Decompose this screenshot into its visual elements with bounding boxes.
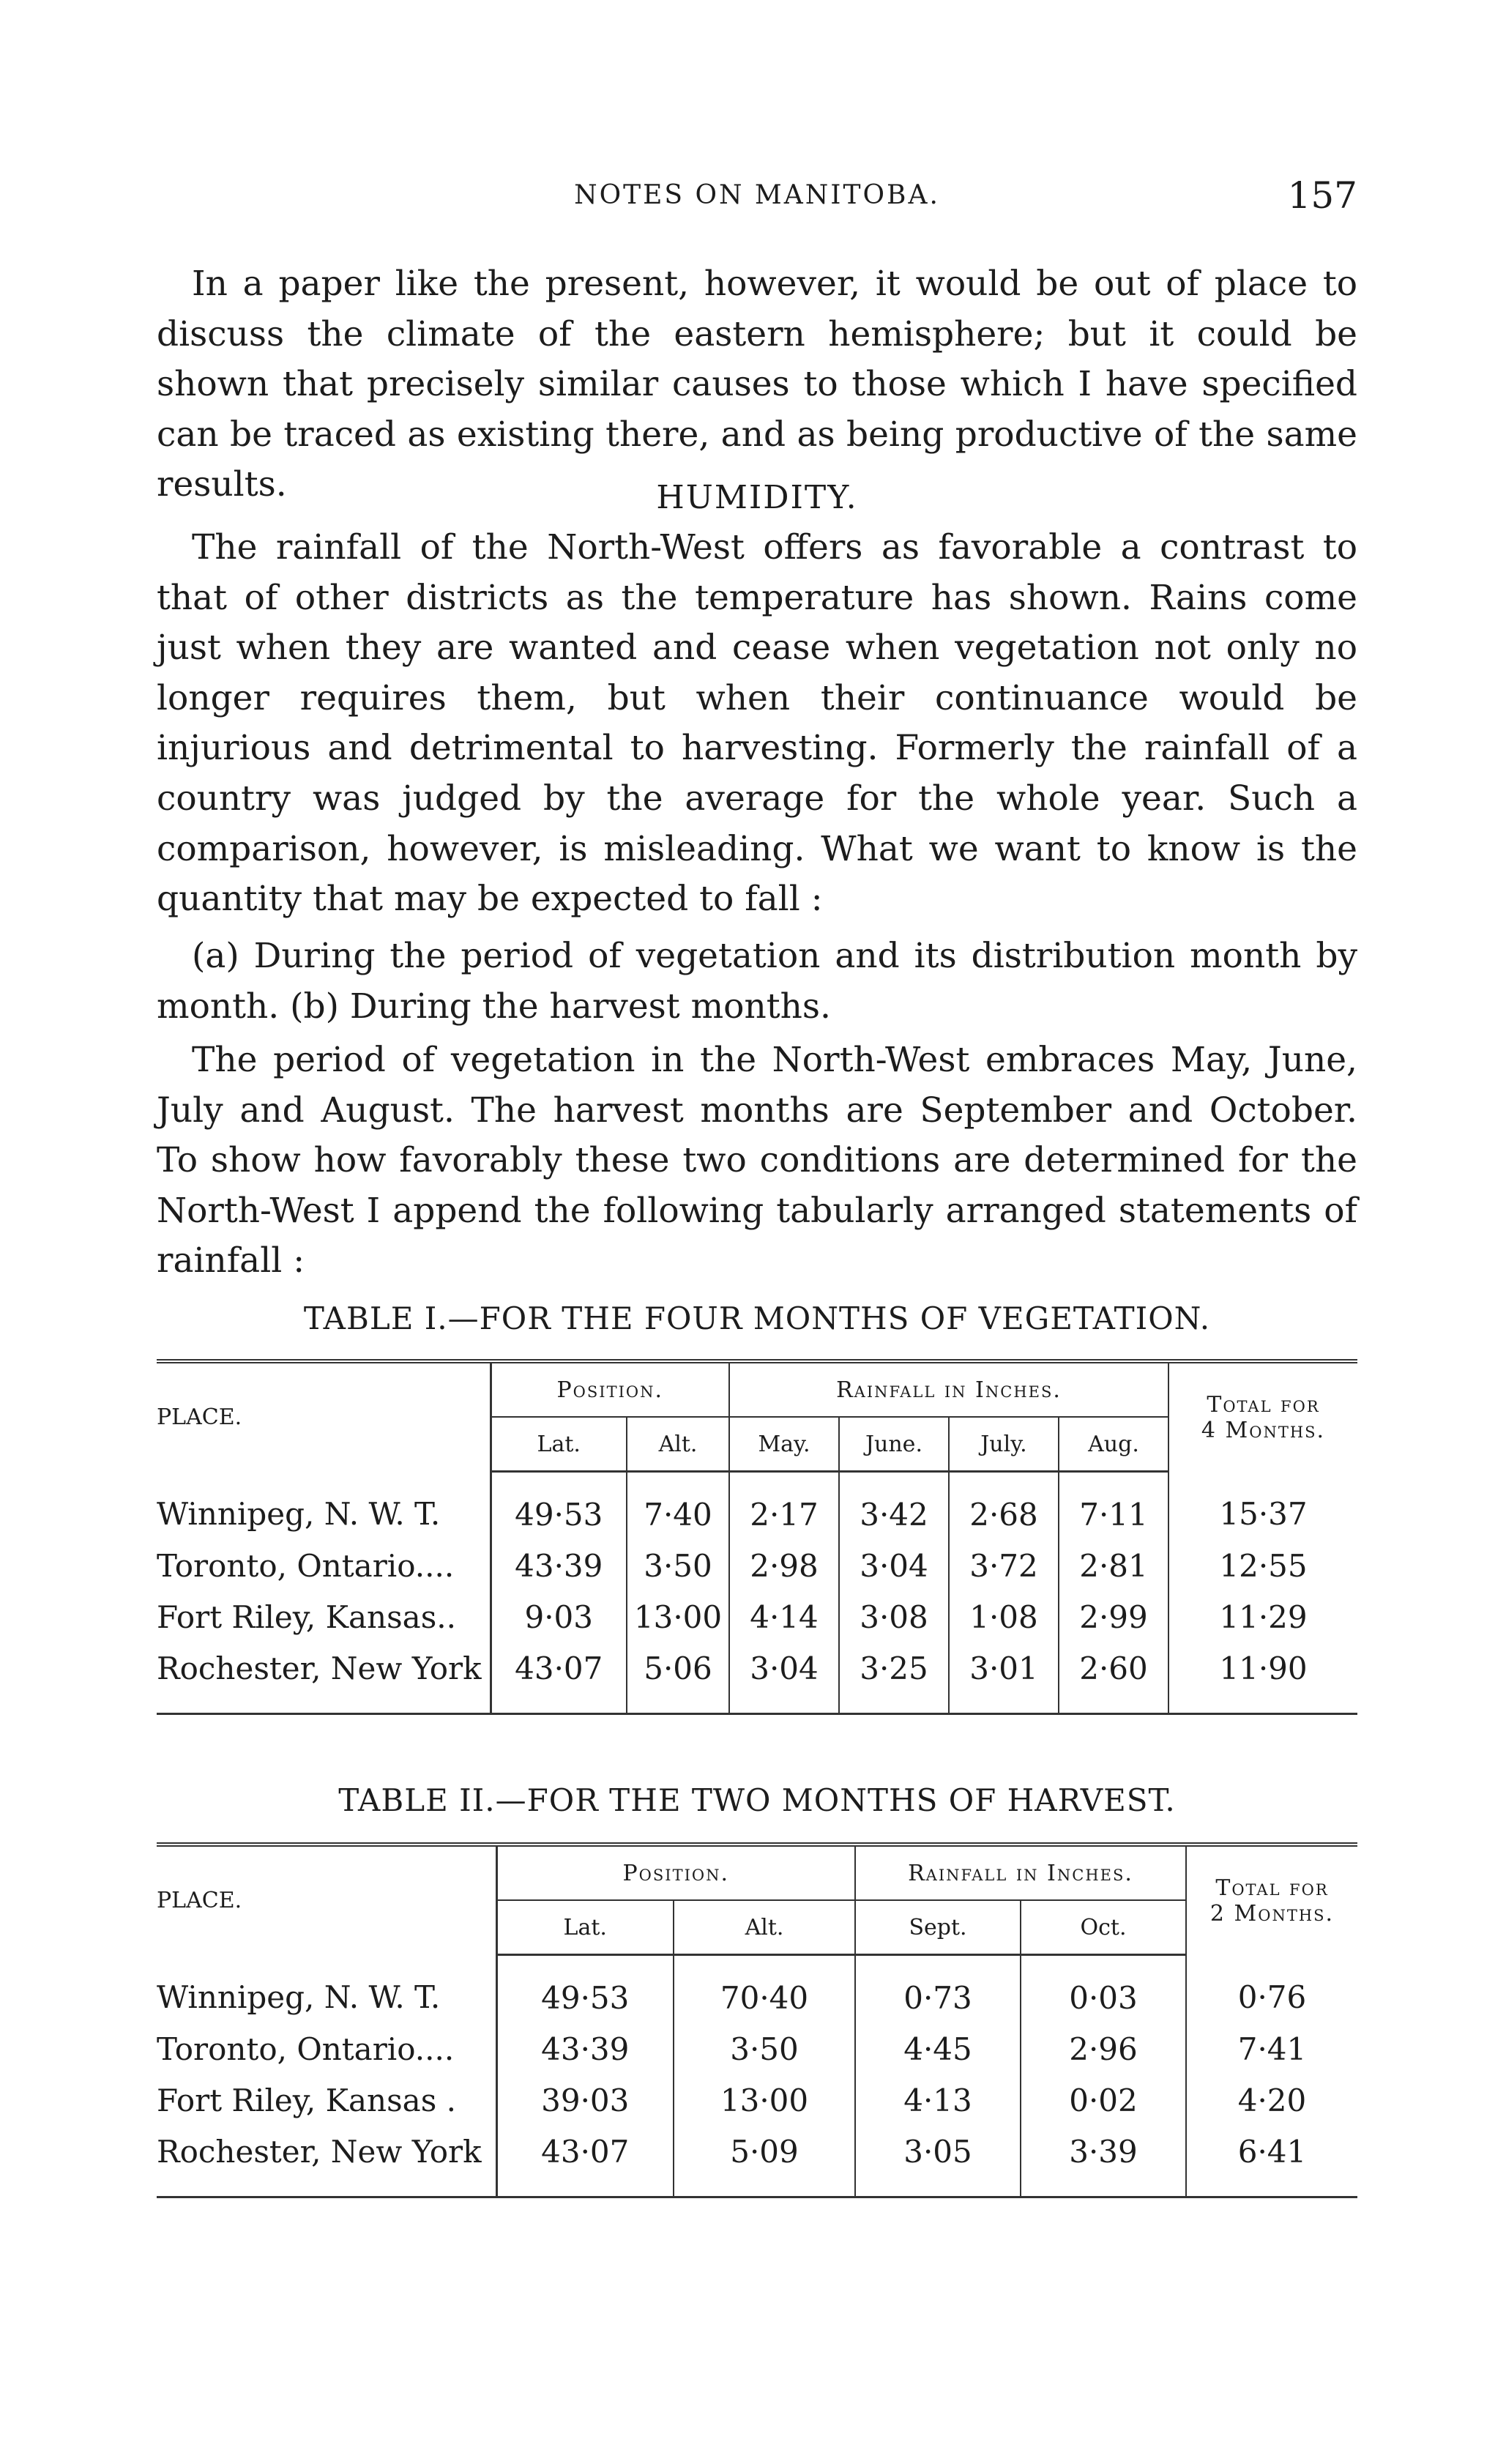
cell-total: 11·29 (1168, 1591, 1357, 1642)
cell-lat: 49·53 (515, 1496, 603, 1533)
cell-june: 3·25 (839, 1642, 949, 1714)
header-total-line2: 4 Months. (1201, 1417, 1326, 1443)
header-place: PLACE. (157, 1845, 496, 1955)
header-position: Position. (491, 1361, 729, 1417)
cell-place: Toronto, Ontario.... (157, 2023, 496, 2074)
cell-alt: 7·40 (627, 1472, 729, 1541)
cell-lat: 43·07 (491, 1642, 627, 1714)
table-row (157, 1591, 1357, 1642)
table2-title: TABLE II.—FOR THE TWO MONTHS OF HARVEST. (338, 1782, 1176, 1818)
cell-place: Rochester, New York (157, 1642, 491, 1714)
cell-july: 3·01 (949, 1642, 1059, 1714)
cell-place: Toronto, Ontario.... (157, 1540, 491, 1591)
cell-sept: 4·45 (855, 2023, 1021, 2074)
header-position: Position. (496, 1845, 855, 1900)
cell-sept: 0·73 (855, 1955, 1021, 2024)
cell-lat: 43·39 (541, 2031, 630, 2067)
table1-vegetation (157, 1359, 1357, 1715)
table-row (157, 2074, 1357, 2126)
cell-oct: 3·39 (1021, 2126, 1186, 2197)
cell-alt: 3·50 (674, 2023, 855, 2074)
header-rainfall: Rainfall in Inches. (729, 1361, 1168, 1417)
table-row (157, 2126, 1357, 2197)
running-head (157, 174, 1357, 226)
paragraph-text: (a) During the period of vegetation and its distribution month by month. (b) During the harvest months. (157, 936, 1357, 1027)
paragraph-climate (157, 259, 1357, 510)
paragraph-text: In a paper like the present, however, it would be out of place to discuss the climate of the eastern hemisphere; but it could be shown that precisely similar causes to those which I have specified can be traced as existing there, and as being productive of the same results. (157, 264, 1357, 505)
cell-oct: 0·02 (1021, 2074, 1186, 2126)
cell-may: 3·04 (729, 1642, 839, 1714)
page-number: 157 (1287, 174, 1357, 217)
header-place: PLACE. (157, 1361, 491, 1472)
cell-oct: 2·96 (1021, 2023, 1186, 2074)
table-row (157, 1642, 1357, 1714)
cell-july: 3·72 (949, 1540, 1059, 1591)
cell-aug: 7·11 (1059, 1472, 1168, 1541)
cell-lat: 49·53 (541, 1979, 630, 2016)
cell-sept: 4·13 (855, 2074, 1021, 2126)
paragraph-rainfall (157, 523, 1357, 925)
header-lat: Lat. (491, 1417, 627, 1472)
cell-total: 12·55 (1168, 1540, 1357, 1591)
table1-title: TABLE I.—FOR THE FOUR MONTHS OF VEGETATION. (303, 1300, 1211, 1336)
cell-alt: 5·09 (674, 2126, 855, 2197)
header-rainfall: Rainfall in Inches. (855, 1845, 1186, 1900)
header-july: July. (949, 1417, 1059, 1472)
running-title: NOTES ON MANITOBA. (574, 180, 940, 210)
header-oct: Oct. (1021, 1900, 1186, 1955)
header-may: May. (729, 1417, 839, 1472)
cell-alt: 13·00 (627, 1591, 729, 1642)
cell-alt: 3·50 (627, 1540, 729, 1591)
cell-june: 3·04 (839, 1540, 949, 1591)
paragraph-vegetation (157, 1035, 1357, 1287)
cell-total: 11·90 (1168, 1642, 1357, 1714)
cell-june: 3·08 (839, 1591, 949, 1642)
header-alt: Alt. (627, 1417, 729, 1472)
cell-place: Fort Riley, Kansas.. (157, 1591, 491, 1642)
header-lat: Lat. (496, 1900, 674, 1955)
cell-may: 2·17 (729, 1472, 839, 1541)
header-alt: Alt. (674, 1900, 855, 1955)
cell-may: 2·98 (729, 1540, 839, 1591)
header-sept: Sept. (855, 1900, 1021, 1955)
table2-harvest (157, 1842, 1357, 2198)
cell-lat: 43·07 (496, 2126, 674, 2197)
cell-aug: 2·60 (1059, 1642, 1168, 1714)
header-total-line1: Total for (1215, 1875, 1329, 1901)
cell-lat: 9·03 (524, 1598, 593, 1635)
table-row (157, 1540, 1357, 1591)
header-june: June. (839, 1417, 949, 1472)
header-aug: Aug. (1059, 1417, 1168, 1472)
cell-lat: 39·03 (541, 2082, 630, 2118)
paragraph-text: The period of vegetation in the North-West embraces May, June, July and August. The harvest months are September and October. To show how favorably these two conditions are determined for the North-West I append the following tabularly arranged statements of rainfall : (157, 1040, 1357, 1281)
header-total-line1: Total for (1207, 1391, 1320, 1418)
section-heading-humidity: HUMIDITY. (656, 479, 858, 516)
cell-aug: 2·99 (1059, 1591, 1168, 1642)
cell-place: Fort Riley, Kansas . (157, 2074, 496, 2126)
cell-total: 6·41 (1186, 2126, 1357, 2197)
cell-total: 0·76 (1186, 1955, 1357, 2024)
cell-place: Rochester, New York (157, 2126, 496, 2197)
header-total-line2: 2 Months. (1209, 1900, 1335, 1927)
cell-july: 2·68 (949, 1472, 1059, 1541)
cell-alt: 5·06 (627, 1642, 729, 1714)
cell-total: 7·41 (1186, 2023, 1357, 2074)
cell-alt: 13·00 (674, 2074, 855, 2126)
cell-june: 3·42 (839, 1472, 949, 1541)
cell-lat: 43·39 (515, 1547, 603, 1584)
cell-july: 1·08 (949, 1591, 1059, 1642)
header-total (1168, 1361, 1357, 1472)
table-row (157, 1472, 1357, 1541)
cell-place: Winnipeg, N. W. T. (157, 1955, 496, 2024)
cell-aug: 2·81 (1059, 1540, 1168, 1591)
cell-oct: 0·03 (1021, 1955, 1186, 2024)
cell-total: 4·20 (1186, 2074, 1357, 2126)
cell-place: Winnipeg, N. W. T. (157, 1472, 491, 1541)
paragraph-periods (157, 931, 1357, 1032)
paragraph-text: The rainfall of the North-West offers as favorable a contrast to that of other districts as the temperature has shown. Rains come just when they are wanted and cease when vegetation not only no longer requires them, but when their continuance would be injurious and detrimental to harvesting. Formerly the rainfall of a country was judged by the average for the whole year. Such a comparison, however, is misleading. What we want to know is the quantity that may be expected to fall : (157, 527, 1357, 920)
table-row (157, 1955, 1357, 2024)
cell-total: 15·37 (1168, 1472, 1357, 1541)
cell-may: 4·14 (729, 1591, 839, 1642)
table-row (157, 2023, 1357, 2074)
header-total (1186, 1845, 1357, 1955)
cell-sept: 3·05 (855, 2126, 1021, 2197)
cell-alt: 70·40 (674, 1955, 855, 2024)
